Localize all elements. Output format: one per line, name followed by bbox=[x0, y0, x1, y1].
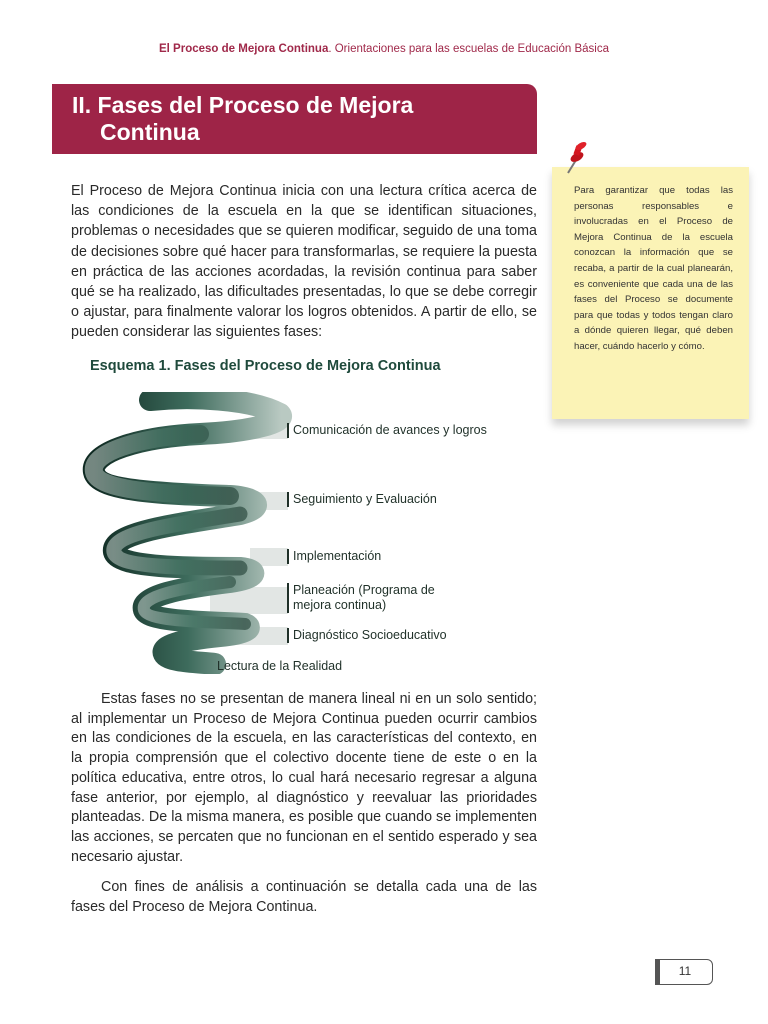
phase-label-2: Seguimiento y Evaluación bbox=[287, 492, 437, 507]
phase-label-6: Lectura de la Realidad bbox=[217, 659, 343, 673]
schema-title: Esquema 1. Fases del Proceso de Mejora Continua bbox=[90, 358, 441, 374]
page-number: 11 bbox=[678, 964, 692, 978]
section-title bbox=[72, 92, 512, 146]
header-rest: . Orientaciones para las escuelas de Educación Básica bbox=[328, 43, 609, 55]
title-line-1: II. Fases del Proceso de Mejora bbox=[72, 92, 414, 118]
intro-paragraph: El Proceso de Mejora Continua inicia con una lectura crítica acerca de las condiciones de la escuela en la que se identifican situaciones, problemas o necesidades que se quieren modificar, seguido de una toma de decisiones sobre qué hacer para transformarlas, se requiere la puesta en práctica de las acciones acordadas, la revisión continua para saber qué se ha realizado, las dificultades presentadas, lo que se debe corregir o ajustar, para finalmente valorar los logros obtenidos. A partir de ello, se pueden considerar las siguientes fases: bbox=[71, 183, 537, 341]
body-paragraph-2: Estas fases no se presentan de manera lineal ni en un solo sentido; al implementar un Proceso de Mejora Continua pueden ocurrir cambios en las condiciones de la escuela, en las características del contexto, en la propia comprensión que el colectivo docente tiene de este o en la política educativa, entre otros, lo cual hará necesario regresar a alguna fase anterior, por ejemplo, al diagnóstico y reevaluar las prioridades planteadas. De la misma manera, es posible que cuando se implementen las acciones, se percaten que no funcionan en el sentido esperado y sea necesario ajustar. bbox=[71, 691, 537, 865]
phase-label-1: Comunicación de avances y logros bbox=[287, 423, 487, 438]
running-header bbox=[0, 43, 768, 55]
header-bold: El Proceso de Mejora Continua bbox=[159, 43, 329, 55]
title-line-2: Continua bbox=[100, 119, 200, 145]
spiral-diagram bbox=[80, 392, 300, 674]
phase-label-3: Implementación bbox=[287, 549, 381, 564]
phase-label-5: Diagnóstico Socioeducativo bbox=[287, 628, 447, 643]
phase-label-4: Planeación (Programa de mejora continua) bbox=[287, 583, 473, 613]
note-text: Para garantizar que todas las personas responsables e involucradas en el Proceso de Mejora Continua de la escuela conozcan la información que se recaba, a partir de la cual planearán, es conveniente que cada una de las fases del Proceso se documente para que todas y todos tengan claro a dónde quieren llegar, qué deben hacer, cuándo hacerlo y cómo. bbox=[574, 185, 733, 352]
body-paragraph-3: Con fines de análisis a continuación se detalla cada una de las fases del Proceso de Mejora Continua. bbox=[71, 879, 537, 915]
pushpin-icon bbox=[556, 140, 596, 180]
